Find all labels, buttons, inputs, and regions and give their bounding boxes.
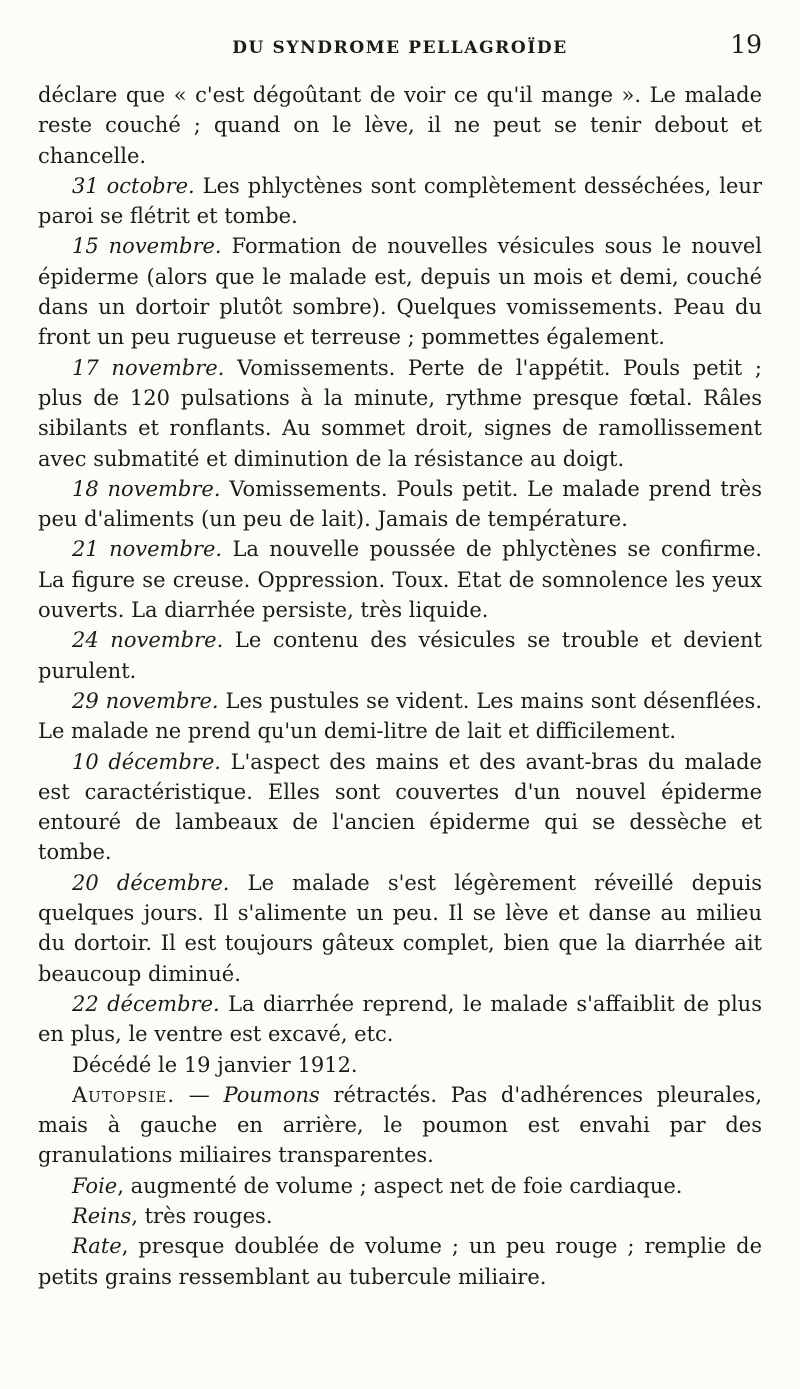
paragraph [38,747,762,868]
organ-name: Foie [72,1173,118,1198]
paragraph-text: La diarrhée reprend, le malade s'affaiblit de plus en plus, le ventre est excavé, etc. [38,991,762,1047]
paragraph-text: L'aspect des mains et des avant-bras du malade est caractéristique. Elles sont couvertes d'un nouvel épiderme entouré de lambeaux de l'ancien épiderme qui se dessèche et tombe. [38,749,762,865]
entry-date: 29 novembre. [72,688,219,713]
autopsy-label: Autopsie. [72,1082,176,1107]
paragraph [38,474,762,535]
organ-name: Poumons [223,1082,320,1107]
paragraph-text: Vomissements. Pouls petit. Le malade prend très peu d'aliments (un peu de lait). Jamais de température. [38,476,762,532]
paragraph-text: , très rouges. [131,1203,273,1228]
paragraph-text: Décédé le 19 janvier 1912. [72,1052,358,1077]
entry-date: 20 décembre. [72,870,230,895]
paragraph [38,353,762,474]
body-text [38,80,762,1292]
autopsy-paragraph [38,1080,762,1171]
paragraph [38,171,762,232]
organ-paragraph [38,1171,762,1201]
entry-date: 18 novembre. [72,476,221,501]
paragraph [38,80,762,171]
paragraph-text: Vomissements. Perte de l'appétit. Pouls petit ; plus de 120 pulsations à la minute, rythme presque fœtal. Râles sibilants et ronflants. Au sommet droit, signes de ramollissement avec submatité et diminution de la résistance au doigt. [38,355,762,471]
paragraph-text: Le contenu des vésicules se trouble et devient purulent. [38,628,762,683]
entry-date: 31 octobre. [72,173,195,198]
page-number: 19 [730,30,762,59]
organ-name: Rate [72,1234,122,1259]
paragraph [38,686,762,747]
paragraph [38,1050,762,1080]
paragraph-text: Les phlyctènes sont complètement desséchées, leur paroi se flétrit et tombe. [38,173,762,229]
book-page [38,30,762,1292]
paragraph [38,534,762,625]
organ-paragraph [38,1231,762,1292]
paragraph-text: déclare que « c'est dégoûtant de voir ce qu'il mange ». Le malade reste couché ; quand on le lève, il ne peut se tenir debout et chancelle. [38,83,762,168]
running-head: DU SYNDROME PELLAGROÏDE [232,38,568,58]
organ-name: Reins [72,1203,132,1228]
paragraph-text: rétractés. Pas d'adhérences pleurales, mais à gauche en arrière, le poumon est envahi par des granulations miliaires transparentes. [38,1082,762,1168]
entry-date: 22 décembre. [72,991,220,1016]
entry-date: 10 décembre. [72,749,221,774]
paragraph-text: , augmenté de volume ; aspect net de foie cardiaque. [117,1173,683,1198]
paragraph-text: , presque doublée de volume ; un peu rouge ; remplie de petits grains ressemblant au tubercule miliaire. [38,1234,762,1289]
paragraph [38,625,762,686]
entry-date: 24 novembre. [72,628,224,653]
paragraph [38,989,762,1050]
paragraph [38,868,762,989]
organ-paragraph [38,1201,762,1231]
paragraph-text: La nouvelle poussée de phlyctènes se confirme. La figure se creuse. Oppression. Toux. Etat de somnolence les yeux ouverts. La diarrhée persiste, très liquide. [38,537,762,623]
entry-date: 15 novembre. [72,234,222,259]
paragraph [38,231,762,352]
page-header [38,30,762,66]
entry-date: 21 novembre. [72,537,223,562]
paragraph-text: Le malade s'est légèrement réveillé depuis quelques jours. Il s'alimente un peu. Il se lève et danse au milieu du dortoir. Il est toujours gâteux complet, bien que la diarrhée ait beaucoup diminué. [38,870,762,986]
paragraph-text: Les pustules se vident. Les mains sont désenflées. Le malade ne prend qu'un demi-litre de lait et difficilement. [38,688,762,744]
autopsy-dash: — [188,1082,210,1107]
paragraph-text: Formation de nouvelles vésicules sous le nouvel épiderme (alors que le malade est, depuis un mois et demi, couché dans un dortoir plutôt sombre). Quelques vomissements. Peau du front un peu rugueuse et terreuse ; pommettes également. [38,234,762,350]
entry-date: 17 novembre. [72,355,225,380]
